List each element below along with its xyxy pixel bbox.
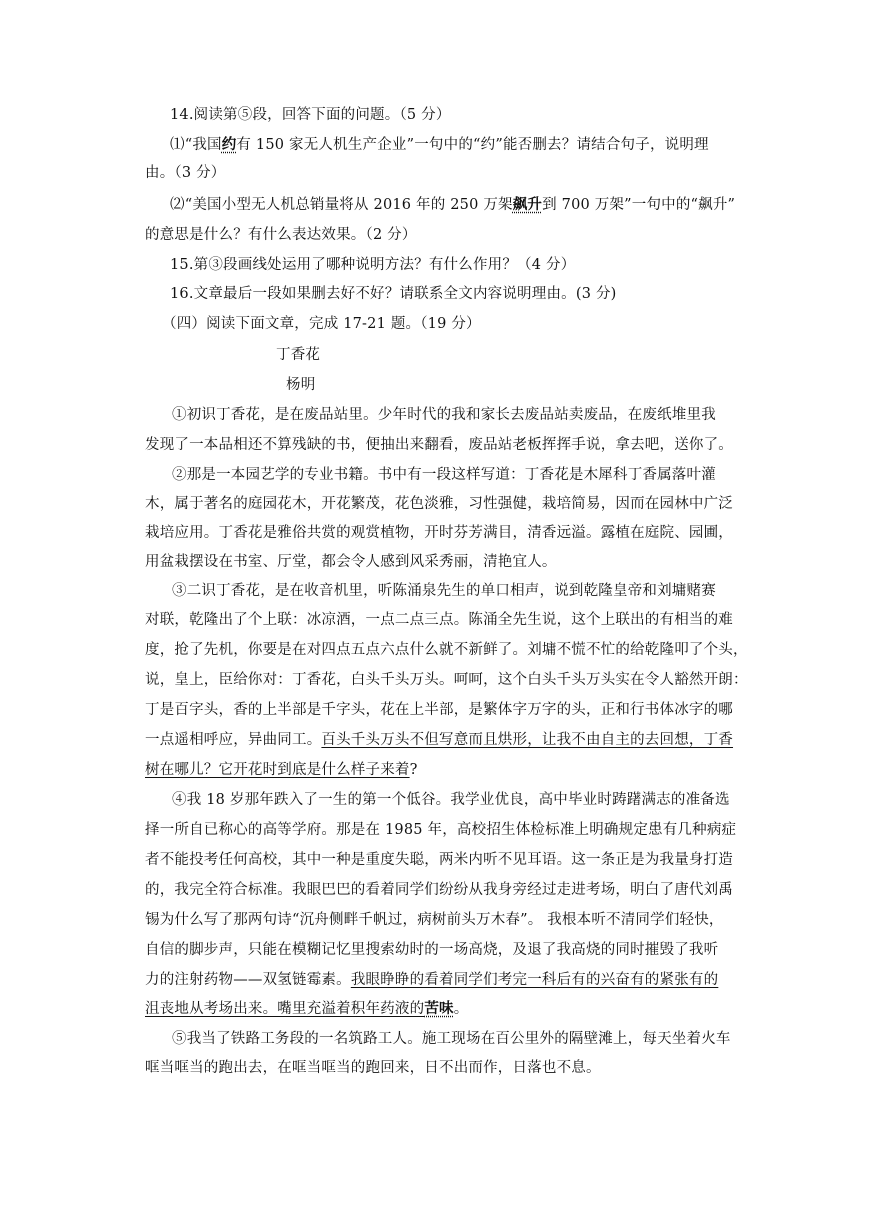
question-14-1-cont: 由。（3 分） [145, 165, 226, 181]
paragraph-4-line-5: 锡为什么写了那两句诗“沉舟侧畔千帆过，病树前头万木春”。 我根本听不清同学们轻快， [145, 912, 724, 928]
question-15: 15.第③段画线处运用了哪种说明方法？有什么作用？（4 分） [170, 257, 576, 273]
paragraph-4-line-8: 沮丧地从考场出来。嘴里充溢着积年药液的苦味。 [145, 1000, 469, 1017]
paragraph-2-line-4: 用盆栽摆设在书室、厅堂，都会令人感到风采秀丽，清艳宜人。 [145, 554, 557, 570]
paragraph-3-line-2: 对联，乾隆出了个上联：冰凉酒，一点二点三点。陈涌全先生说，这个上联出的有相当的难 [145, 612, 733, 628]
paragraph-3-line-6: 一点遥相呼应，异曲同工。百头千头万头不但写意而且烘形，让我不由自主的去回想，丁香 [145, 732, 734, 748]
underlined-sentence-2-cont: 沮丧地从考场出来。嘴里充溢着积年药液的 [145, 1001, 425, 1017]
paragraph-3-line-5: 丁是百字头，香的上半部是千字头，花在上半部，是繁体字万字的头，正和行书体冰字的哪 [145, 702, 733, 718]
paragraph-5-line-2: 哐当哐当的跑出去，在哐当哐当的跑回来，日不出而作，日落也不息。 [145, 1060, 601, 1076]
paragraph-4-line-1: ④我 18 岁那年跌入了一生的第一个低谷。我学业优良，高中毕业时踌躇满志的准备选 [172, 792, 730, 808]
underlined-sentence: 百头千头万头不但写意而且烘形，让我不由自主的去回想，丁香 [321, 732, 734, 748]
underlined-sentence-cont: 树在哪儿？它开花时到底是什么样子来着 [145, 762, 410, 778]
paragraph-1-line-2: 发现了一本品相还不算残缺的书，便抽出来翻看，废品站老板挥挥手说，拿去吧，送你了。 [145, 437, 733, 453]
paragraph-5-line-1: ⑤我当了铁路工务段的一名筑路工人。施工现场在百公里外的隔壁滩上，每天坐着火车 [172, 1031, 731, 1047]
paragraph-3-line-1: ③二识丁香花，是在收音机里，听陈涌泉先生的单口相声，说到乾隆皇帝和刘墉赌赛 [172, 583, 716, 599]
article-title: 丁香花 [276, 347, 321, 363]
paragraph-3-line-7: 树在哪儿？它开花时到底是什么样子来着? [145, 762, 418, 778]
keyword-kuwei: 苦味 [424, 1000, 454, 1017]
question-14-2-cont: 的意思是什么？有什么表达效果。（2 分） [145, 227, 417, 243]
question-14-1: ⑴“我国约有 150 家无人机生产企业”一句中的“约”能否删去？请结合句子，说明理 [170, 136, 709, 153]
paragraph-4-line-2: 择一所自已称心的高等学府。那是在 1985 年，高校招生体检标准上明确规定患有几种病症 [145, 822, 737, 838]
section-heading: （四）阅读下面文章，完成 17-21 题。（19 分） [162, 316, 481, 332]
underlined-sentence-2: 我眼睁睁的看着同学们考完一科后有的兴奋有的紧张有的 [350, 972, 719, 988]
question-16: 16.文章最后一段如果删去好不好？请联系全文内容说明理由。(3 分) [170, 286, 617, 302]
paragraph-3-line-3: 度，抢了先机，你要是在对四点五点六点什么就不新鲜了。刘墉不慌不忙的给乾隆叩了个头， [145, 642, 748, 658]
paragraph-4-line-4: 的，我完全符合标准。我眼巴巴的看着同学们纷纷从我身旁经过走进考场，明白了唐代刘禹 [145, 882, 733, 898]
paragraph-2-line-3: 栽培应用。丁香花是雅俗共赏的观赏植物，开时芬芳满目，清香远溢。露植在庭院、园圃， [145, 525, 733, 541]
article-author: 杨明 [286, 377, 316, 393]
question-14-2: ⑵“美国小型无人机总销量将从 2016 年的 250 万架飙升到 700 万架”一句中的“飙升” [170, 196, 736, 213]
paragraph-3-line-4: 说，皇上，臣给你对：丁香花，白头千头万头。呵呵，这个白头千头万头实在令人豁然开朗： [145, 672, 748, 688]
paragraph-4-line-6: 自信的脚步声，只能在模糊记忆里搜索幼时的一场高烧，及退了我高烧的同时摧毁了我听 [145, 942, 719, 958]
question-14: 14.阅读第⑤段，回答下面的问题。（5 分） [170, 107, 451, 123]
paragraph-4-line-7: 力的注射药物——双氢链霉素。我眼睁睁的看着同学们考完一科后有的兴奋有的紧张有的 [145, 972, 719, 988]
paragraph-2-line-2: 木，属于著名的庭园花木，开花繁茂，花色淡雅，习性强健，栽培简易，因而在园林中广泛 [145, 496, 733, 512]
paragraph-1-line-1: ①初识丁香花，是在废品站里。少年时代的我和家长去废品站卖废品，在废纸堆里我 [172, 407, 716, 423]
paragraph-2-line-1: ②那是一本园艺学的专业书籍。书中有一段这样写道：丁香花是木犀科丁香属落叶灌 [172, 467, 716, 483]
keyword-biaosheng: 飙升 [512, 196, 543, 213]
paragraph-4-line-3: 者不能投考任何高校，其中一种是重度失聪，两米内听不见耳语。这一条正是为我量身打造 [145, 852, 733, 868]
keyword-yue: 约 [221, 136, 237, 153]
